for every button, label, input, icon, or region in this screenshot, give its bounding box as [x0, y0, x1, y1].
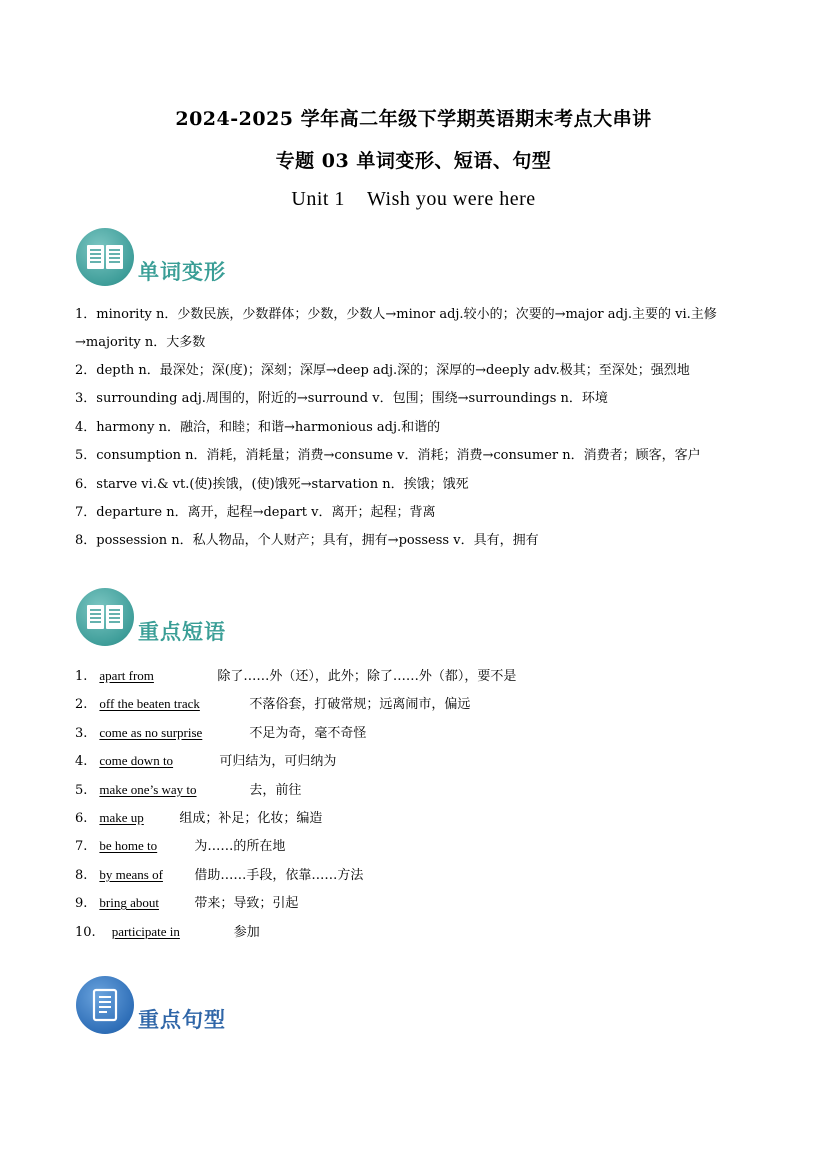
word-list — [75, 301, 765, 556]
list-item: 1. apart from 除了……外（还），此外；除了……外（都），要不是 — [75, 662, 765, 690]
list-item: 1．minority n．少数民族，少数群体；少数，少数人→minor adj.较小的；次要的→major adj.主要的 vi.主修→majority n．大多数 — [75, 307, 717, 350]
phrase-answer: off the beaten track — [99, 696, 200, 712]
document-title: 2024-2025 学年高二年级下学期英语期末考点大串讲 — [175, 108, 652, 130]
list-item: 2．depth n．最深处；深(度)；深刻；深厚→deep adj.深的；深厚的→deeply adv.极其；至深处；强烈地 — [75, 363, 690, 378]
unit-label: Unit 1 — [291, 188, 345, 210]
list-item: 8. by means of 借助……手段，依靠……方法 — [75, 861, 765, 889]
phrase-answer: be home to — [99, 838, 158, 854]
open-book-icon — [76, 588, 134, 646]
list-item: 4. come down to 可归结为，可归纳为 — [75, 747, 765, 775]
list-item: 9. bring about 带来；导致；引起 — [75, 889, 765, 917]
section-phrases-header — [76, 588, 376, 650]
phrase-answer: come as no surprise — [99, 724, 203, 740]
phrase-answer: apart from — [99, 668, 154, 683]
list-item: 5．consumption n．消耗，消耗量；消费→consume v．消耗；消费→consumer n．消费者；顾客，客户 — [75, 448, 701, 464]
phrase-list — [75, 662, 765, 946]
list-item: 5. make one’s way to 去，前往 — [75, 776, 765, 804]
unit-title — [0, 188, 827, 211]
section-words-title: 单词变形 — [138, 260, 226, 284]
unit-name: Wish you were here — [366, 188, 536, 210]
list-item: 8．possession n．私人物品，个人财产；具有，拥有→possess v．具有，拥有 — [75, 533, 539, 549]
section-sentences-header — [76, 976, 376, 1038]
list-item: 7．departure n．离开，起程→depart v．离开；起程；背离 — [75, 505, 436, 521]
document-list-icon — [76, 976, 134, 1034]
phrase-answer: participate in — [111, 923, 180, 939]
list-item: 10. participate in 参加 — [75, 918, 765, 946]
section-phrases-title: 重点短语 — [138, 620, 226, 644]
list-item: 6．starve vi.& vt.(使)挨饿，(使)饿死→starvation n．挨饿；饿死 — [75, 476, 469, 492]
open-book-icon — [76, 228, 134, 286]
section-sentences-title: 重点句型 — [138, 1008, 226, 1032]
list-item: 3. come as no surprise 不足为奇，毫不奇怪 — [75, 719, 765, 747]
topic-title: 专题 03 单词变形、短语、句型 — [275, 150, 552, 172]
list-item: 3．surrounding adj.周围的，附近的→surround v．包围；围绕→surroundings n．环境 — [75, 391, 608, 407]
phrase-answer: make up — [99, 809, 144, 825]
section-words-header — [76, 228, 376, 290]
phrase-answer: make one’s way to — [99, 781, 197, 797]
phrase-answer: come down to — [99, 753, 174, 769]
list-item: 2. off the beaten track 不落俗套，打破常规；远离闹市，偏远 — [75, 690, 765, 718]
phrase-answer: by means of — [99, 866, 163, 882]
list-item: 7. be home to 为……的所在地 — [75, 832, 765, 860]
list-item: 4．harmony n．融洽，和睦；和谐→harmonious adj.和谐的 — [75, 419, 441, 435]
list-item: 6. make up 组成；补足；化妆；编造 — [75, 804, 765, 832]
phrase-answer: bring about — [99, 895, 159, 911]
